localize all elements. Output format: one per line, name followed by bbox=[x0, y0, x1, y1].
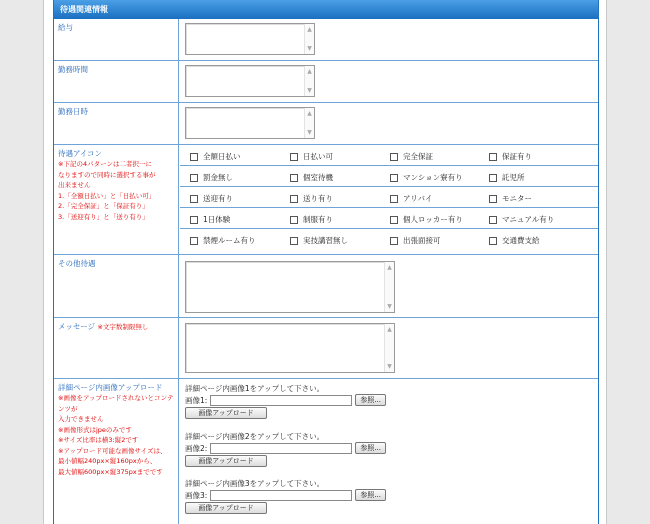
upload-note: 最大値幅600px×縦375pxまでです bbox=[58, 467, 163, 476]
checkbox-item[interactable] bbox=[489, 235, 540, 246]
checkbox-item[interactable] bbox=[489, 151, 532, 162]
checkbox[interactable] bbox=[190, 216, 198, 224]
scrollbar[interactable] bbox=[304, 24, 314, 54]
checkbox-row bbox=[180, 166, 598, 187]
checkbox[interactable] bbox=[390, 153, 398, 161]
section-title: 待遇関連情報 bbox=[54, 0, 598, 19]
work-hours-textarea[interactable] bbox=[185, 65, 315, 97]
image-label: 画像1: bbox=[185, 395, 208, 405]
upload-block-3 bbox=[185, 478, 585, 514]
icon-note: 3.「送迎有り」と「送り有り」 bbox=[58, 212, 149, 221]
image-upload-label-cell bbox=[54, 379, 179, 524]
checkbox-item[interactable] bbox=[190, 151, 241, 162]
icon-note: 2.「完全保証」と「保証有り」 bbox=[58, 202, 149, 210]
checkbox-item[interactable] bbox=[290, 151, 333, 162]
treatment-icons-label-cell bbox=[54, 145, 179, 254]
upload-note: 入力できません bbox=[58, 415, 104, 423]
scrollbar[interactable] bbox=[384, 262, 394, 312]
checkbox-item[interactable] bbox=[390, 172, 463, 183]
checkbox-label: 送り有り bbox=[303, 194, 333, 203]
checkbox-label: 送迎有り bbox=[203, 194, 233, 203]
checkbox-item[interactable] bbox=[390, 193, 432, 204]
checkbox-label: 罰金無し bbox=[203, 173, 233, 182]
upload-button[interactable]: 画像アップロード bbox=[185, 407, 267, 419]
upload-instruction: 詳細ページ内画像1をアップして下さい。 bbox=[185, 384, 325, 393]
icon-note: なりますので同時に選択する事が bbox=[58, 170, 156, 179]
checkbox-item[interactable] bbox=[190, 214, 230, 225]
checkbox-label: 託児所 bbox=[502, 173, 525, 182]
scroll-up-icon[interactable]: ▲ bbox=[307, 68, 312, 75]
upload-instruction: 詳細ページ内画像3をアップして下さい。 bbox=[185, 479, 325, 488]
treatment-icons-label: 待遇アイコン bbox=[58, 149, 103, 158]
checkbox-item[interactable] bbox=[290, 214, 333, 225]
scrollbar[interactable] bbox=[304, 108, 314, 138]
checkbox-label: 制服有り bbox=[303, 215, 333, 224]
checkbox-label: 保証有り bbox=[502, 152, 532, 161]
checkbox[interactable] bbox=[290, 216, 298, 224]
message-note: ※文字数制限無し bbox=[97, 323, 149, 331]
work-hours-label: 勤務時間 bbox=[54, 61, 179, 102]
checkbox-row bbox=[180, 229, 598, 250]
checkbox[interactable] bbox=[390, 216, 398, 224]
checkbox-grid bbox=[180, 145, 598, 250]
work-days-textarea[interactable] bbox=[185, 107, 315, 139]
checkbox[interactable] bbox=[390, 195, 398, 203]
message-label-cell bbox=[54, 318, 179, 378]
checkbox-item[interactable] bbox=[489, 214, 554, 225]
icon-note: 1.「全額日払い」と「日払い可」 bbox=[58, 191, 156, 200]
upload-note: ※画像形式はjpeのみです bbox=[58, 425, 132, 434]
image-label: 画像3: bbox=[185, 490, 208, 500]
scrollbar[interactable] bbox=[304, 66, 314, 96]
upload-block-1 bbox=[185, 383, 585, 419]
checkbox[interactable] bbox=[290, 174, 298, 182]
checkbox-item[interactable] bbox=[489, 172, 525, 183]
message-textarea[interactable] bbox=[185, 323, 395, 373]
treatment-panel bbox=[53, 0, 599, 524]
checkbox-label: 個人ロッカー有り bbox=[403, 215, 463, 224]
icon-note: ※下記の4パターンは二者択一に bbox=[58, 160, 152, 168]
checkbox-item[interactable] bbox=[290, 235, 348, 246]
checkbox-label: 日払い可 bbox=[303, 152, 333, 161]
page-area bbox=[43, 0, 607, 524]
message-label: メッセージ bbox=[58, 322, 96, 331]
image-upload-label: 詳細ページ内画像アップロード bbox=[58, 383, 163, 392]
checkbox[interactable] bbox=[290, 153, 298, 161]
salary-label: 給与 bbox=[54, 19, 179, 60]
upload-block-2 bbox=[185, 431, 585, 467]
upload-note: ※サイズ比率は横3:縦2です bbox=[58, 436, 139, 444]
browse-button[interactable]: 参照... bbox=[355, 394, 386, 406]
scrollbar[interactable] bbox=[384, 324, 394, 372]
message-row bbox=[54, 318, 598, 379]
checkbox-row bbox=[180, 145, 598, 166]
checkbox-label: マンション寮有り bbox=[403, 173, 463, 182]
checkbox-label: 完全保証 bbox=[403, 152, 433, 161]
checkbox-item[interactable] bbox=[390, 235, 441, 246]
scroll-down-icon[interactable]: ▼ bbox=[307, 129, 312, 136]
salary-row bbox=[54, 19, 598, 61]
checkbox-item[interactable] bbox=[390, 214, 463, 225]
other-treatment-label: その他待遇 bbox=[54, 255, 179, 317]
upload-note: 最小値幅240px×縦160pxから、 bbox=[58, 457, 157, 465]
checkbox[interactable] bbox=[489, 237, 497, 245]
checkbox[interactable] bbox=[489, 216, 497, 224]
other-treatment-row bbox=[54, 255, 598, 318]
checkbox-label: 実技講習無し bbox=[303, 236, 348, 245]
checkbox[interactable] bbox=[290, 195, 298, 203]
checkbox-item[interactable] bbox=[290, 193, 333, 204]
upload-note: ※アップロード可能な画像サイズは、 bbox=[58, 446, 167, 455]
checkbox-label: モニター bbox=[502, 194, 532, 203]
checkbox-label: 禁煙ルーム有り bbox=[203, 236, 256, 245]
checkbox-item[interactable] bbox=[290, 172, 333, 183]
file-input[interactable] bbox=[210, 443, 352, 454]
scroll-up-icon[interactable]: ▲ bbox=[307, 26, 312, 33]
checkbox[interactable] bbox=[390, 174, 398, 182]
checkbox-label: 個室待機 bbox=[303, 173, 333, 182]
work-hours-row bbox=[54, 61, 598, 103]
checkbox[interactable] bbox=[190, 237, 198, 245]
browse-button[interactable]: 参照... bbox=[355, 489, 386, 501]
checkbox[interactable] bbox=[489, 174, 497, 182]
checkbox-label: マニュアル有り bbox=[502, 215, 555, 224]
upload-note: ※画像をアップロードされないとコンテンツが bbox=[58, 394, 174, 413]
checkbox-row bbox=[180, 187, 598, 208]
checkbox[interactable] bbox=[190, 174, 198, 182]
checkbox-label: 1日体験 bbox=[203, 215, 231, 224]
treatment-icons-row bbox=[54, 145, 598, 255]
file-input[interactable] bbox=[210, 395, 352, 406]
checkbox-item[interactable] bbox=[390, 151, 433, 162]
checkbox-label: 全額日払い bbox=[203, 152, 241, 161]
checkbox-item[interactable] bbox=[489, 193, 532, 204]
file-input[interactable] bbox=[210, 490, 352, 501]
upload-button[interactable]: 画像アップロード bbox=[185, 455, 267, 467]
checkbox[interactable] bbox=[390, 237, 398, 245]
checkbox[interactable] bbox=[190, 195, 198, 203]
checkbox[interactable] bbox=[290, 237, 298, 245]
salary-textarea[interactable] bbox=[185, 23, 315, 55]
upload-button[interactable]: 画像アップロード bbox=[185, 502, 267, 514]
scroll-down-icon[interactable]: ▼ bbox=[387, 363, 392, 370]
icon-note: 出来ません bbox=[58, 181, 91, 189]
checkbox-item[interactable] bbox=[190, 235, 256, 246]
work-days-row bbox=[54, 103, 598, 145]
checkbox[interactable] bbox=[489, 195, 497, 203]
scroll-down-icon[interactable]: ▼ bbox=[307, 45, 312, 52]
scroll-up-icon[interactable]: ▲ bbox=[387, 326, 392, 333]
checkbox-label: アリバイ bbox=[403, 194, 433, 203]
scroll-down-icon[interactable]: ▼ bbox=[307, 87, 312, 94]
checkbox-label: 出張面接可 bbox=[403, 236, 441, 245]
checkbox-item[interactable] bbox=[190, 193, 233, 204]
checkbox[interactable] bbox=[190, 153, 198, 161]
other-treatment-textarea[interactable] bbox=[185, 261, 395, 313]
checkbox-label: 交通費支給 bbox=[502, 236, 540, 245]
browse-button[interactable]: 参照... bbox=[355, 442, 386, 454]
checkbox[interactable] bbox=[489, 153, 497, 161]
scroll-up-icon[interactable]: ▲ bbox=[387, 264, 392, 271]
scroll-down-icon[interactable]: ▼ bbox=[387, 303, 392, 310]
upload-instruction: 詳細ページ内画像2をアップして下さい。 bbox=[185, 432, 325, 441]
image-label: 画像2: bbox=[185, 443, 208, 453]
checkbox-item[interactable] bbox=[190, 172, 233, 183]
image-upload-row bbox=[54, 379, 598, 524]
work-days-label: 勤務日時 bbox=[54, 103, 179, 144]
scroll-up-icon[interactable]: ▲ bbox=[307, 110, 312, 117]
checkbox-row bbox=[180, 208, 598, 229]
